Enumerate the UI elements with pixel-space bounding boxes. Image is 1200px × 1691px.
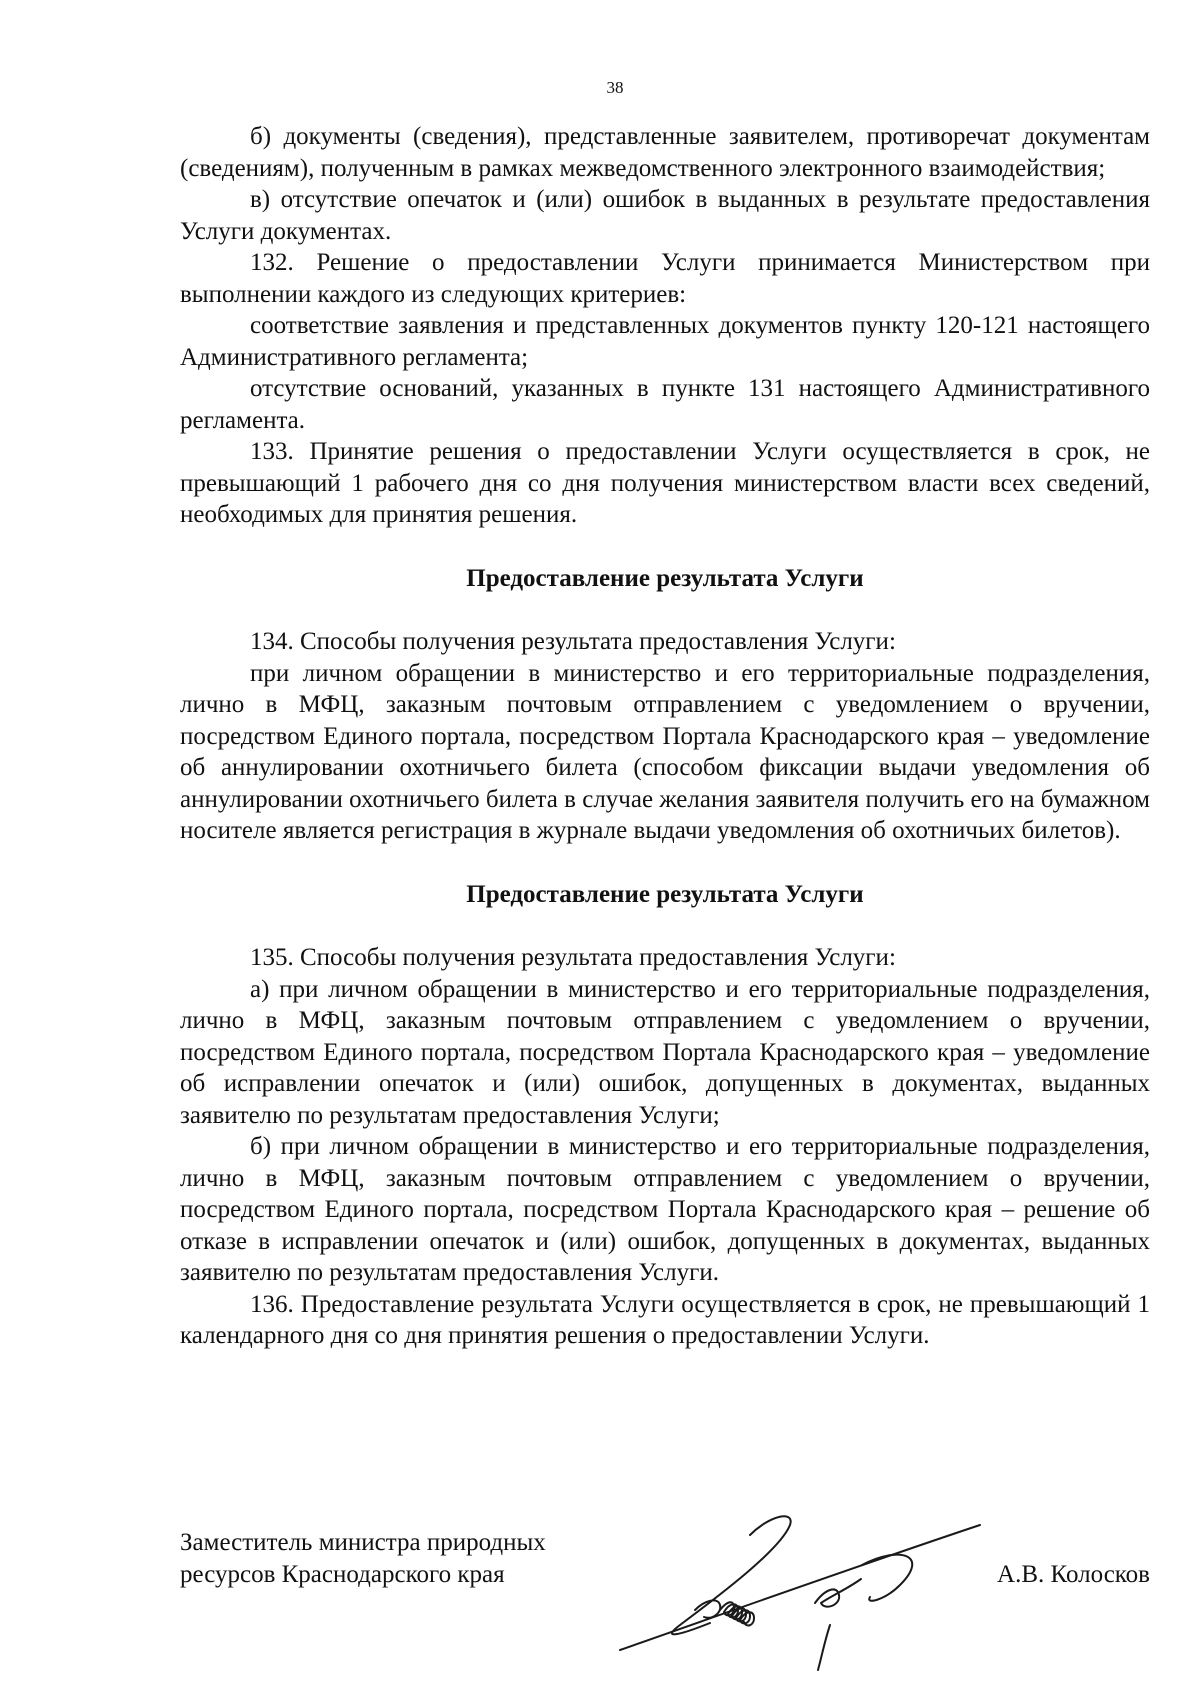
signatory-name: А.В. Колосков <box>997 1561 1150 1588</box>
position-line-1: Заместитель министра природных <box>180 1529 546 1556</box>
paragraph-v-no-typos: в) отсутствие опечаток и (или) ошибок в выданных в результате предоставления Услуги документах. <box>180 186 1150 245</box>
document-body <box>180 121 1150 1352</box>
paragraph-135: 135. Способы получения результата предоставления Услуги: <box>250 944 896 971</box>
signature-block <box>180 1525 1150 1675</box>
paragraph-criterion-2: отсутствие оснований, указанных в пункте 131 настоящего Административного регламента. <box>180 375 1150 434</box>
paragraph-134: 134. Способы получения результата предоставления Услуги: <box>250 628 896 655</box>
page-number: 38 <box>606 78 624 97</box>
section-heading-2: Предоставление результата Услуги <box>466 880 864 908</box>
paragraph-134-methods: при личном обращении в министерство и его территориальные подразделения, лично в МФЦ, заказным почтовым отправлением с уведомлением о вручении, посредством Единого портала, посредством Портала Краснодарского края – уведомление об аннулировании охотничьего билета (способом фиксации выдачи уведомления об аннулировании охотничьего билета в случае желания заявителя получить его на бумажном носителе является регистрация в журнале выдачи уведомления об охотничьих билетов). <box>180 659 1150 844</box>
paragraph-132: 132. Решение о предоставлении Услуги принимается Министерством при выполнении каждого из следующих критериев: <box>180 249 1150 308</box>
paragraph-135-b: б) при личном обращении в министерство и его территориальные подразделения, лично в МФЦ, заказным почтовым отправлением с уведомлением о вручении, посредством Единого портала, посредством Портала Краснодарского края – решение об отказе в исправлении опечаток и (или) ошибок, допущенных в документах, выданных заявителю по результатам предоставления Услуги. <box>180 1133 1150 1286</box>
paragraph-136: 136. Предоставление результата Услуги осуществляется в срок, не превышающий 1 календарного дня со дня принятия решения о предоставлении Услуги. <box>180 1290 1150 1349</box>
signatory-position <box>180 1527 546 1590</box>
handwritten-signature <box>600 1505 1040 1675</box>
paragraph-135-a: а) при личном обращении в министерство и его территориальные подразделения, лично в МФЦ, заказным почтовым отправлением с уведомлением о вручении, посредством Единого портала, посредством Портала Краснодарского края – уведомление об исправлении опечаток и (или) ошибок, допущенных в документах, выданных заявителю по результатам предоставления Услуги; <box>180 975 1150 1129</box>
paragraph-133: 133. Принятие решения о предоставлении Услуги осуществляется в срок, не превышающий 1 рабочего дня со дня получения министерством власти всех сведений, необходимых для принятия решения. <box>180 438 1150 528</box>
section-heading-1: Предоставление результата Услуги <box>466 564 864 592</box>
paragraph-b-documents: б) документы (сведения), представленные заявителем, противоречат документам (сведениям), полученным в рамках межведомственного электронного взаимодействия; <box>180 123 1150 182</box>
position-line-2: ресурсов Краснодарского края <box>180 1560 505 1588</box>
paragraph-criterion-1: соответствие заявления и представленных документов пункту 120-121 настоящего Административного регламента; <box>180 312 1150 371</box>
